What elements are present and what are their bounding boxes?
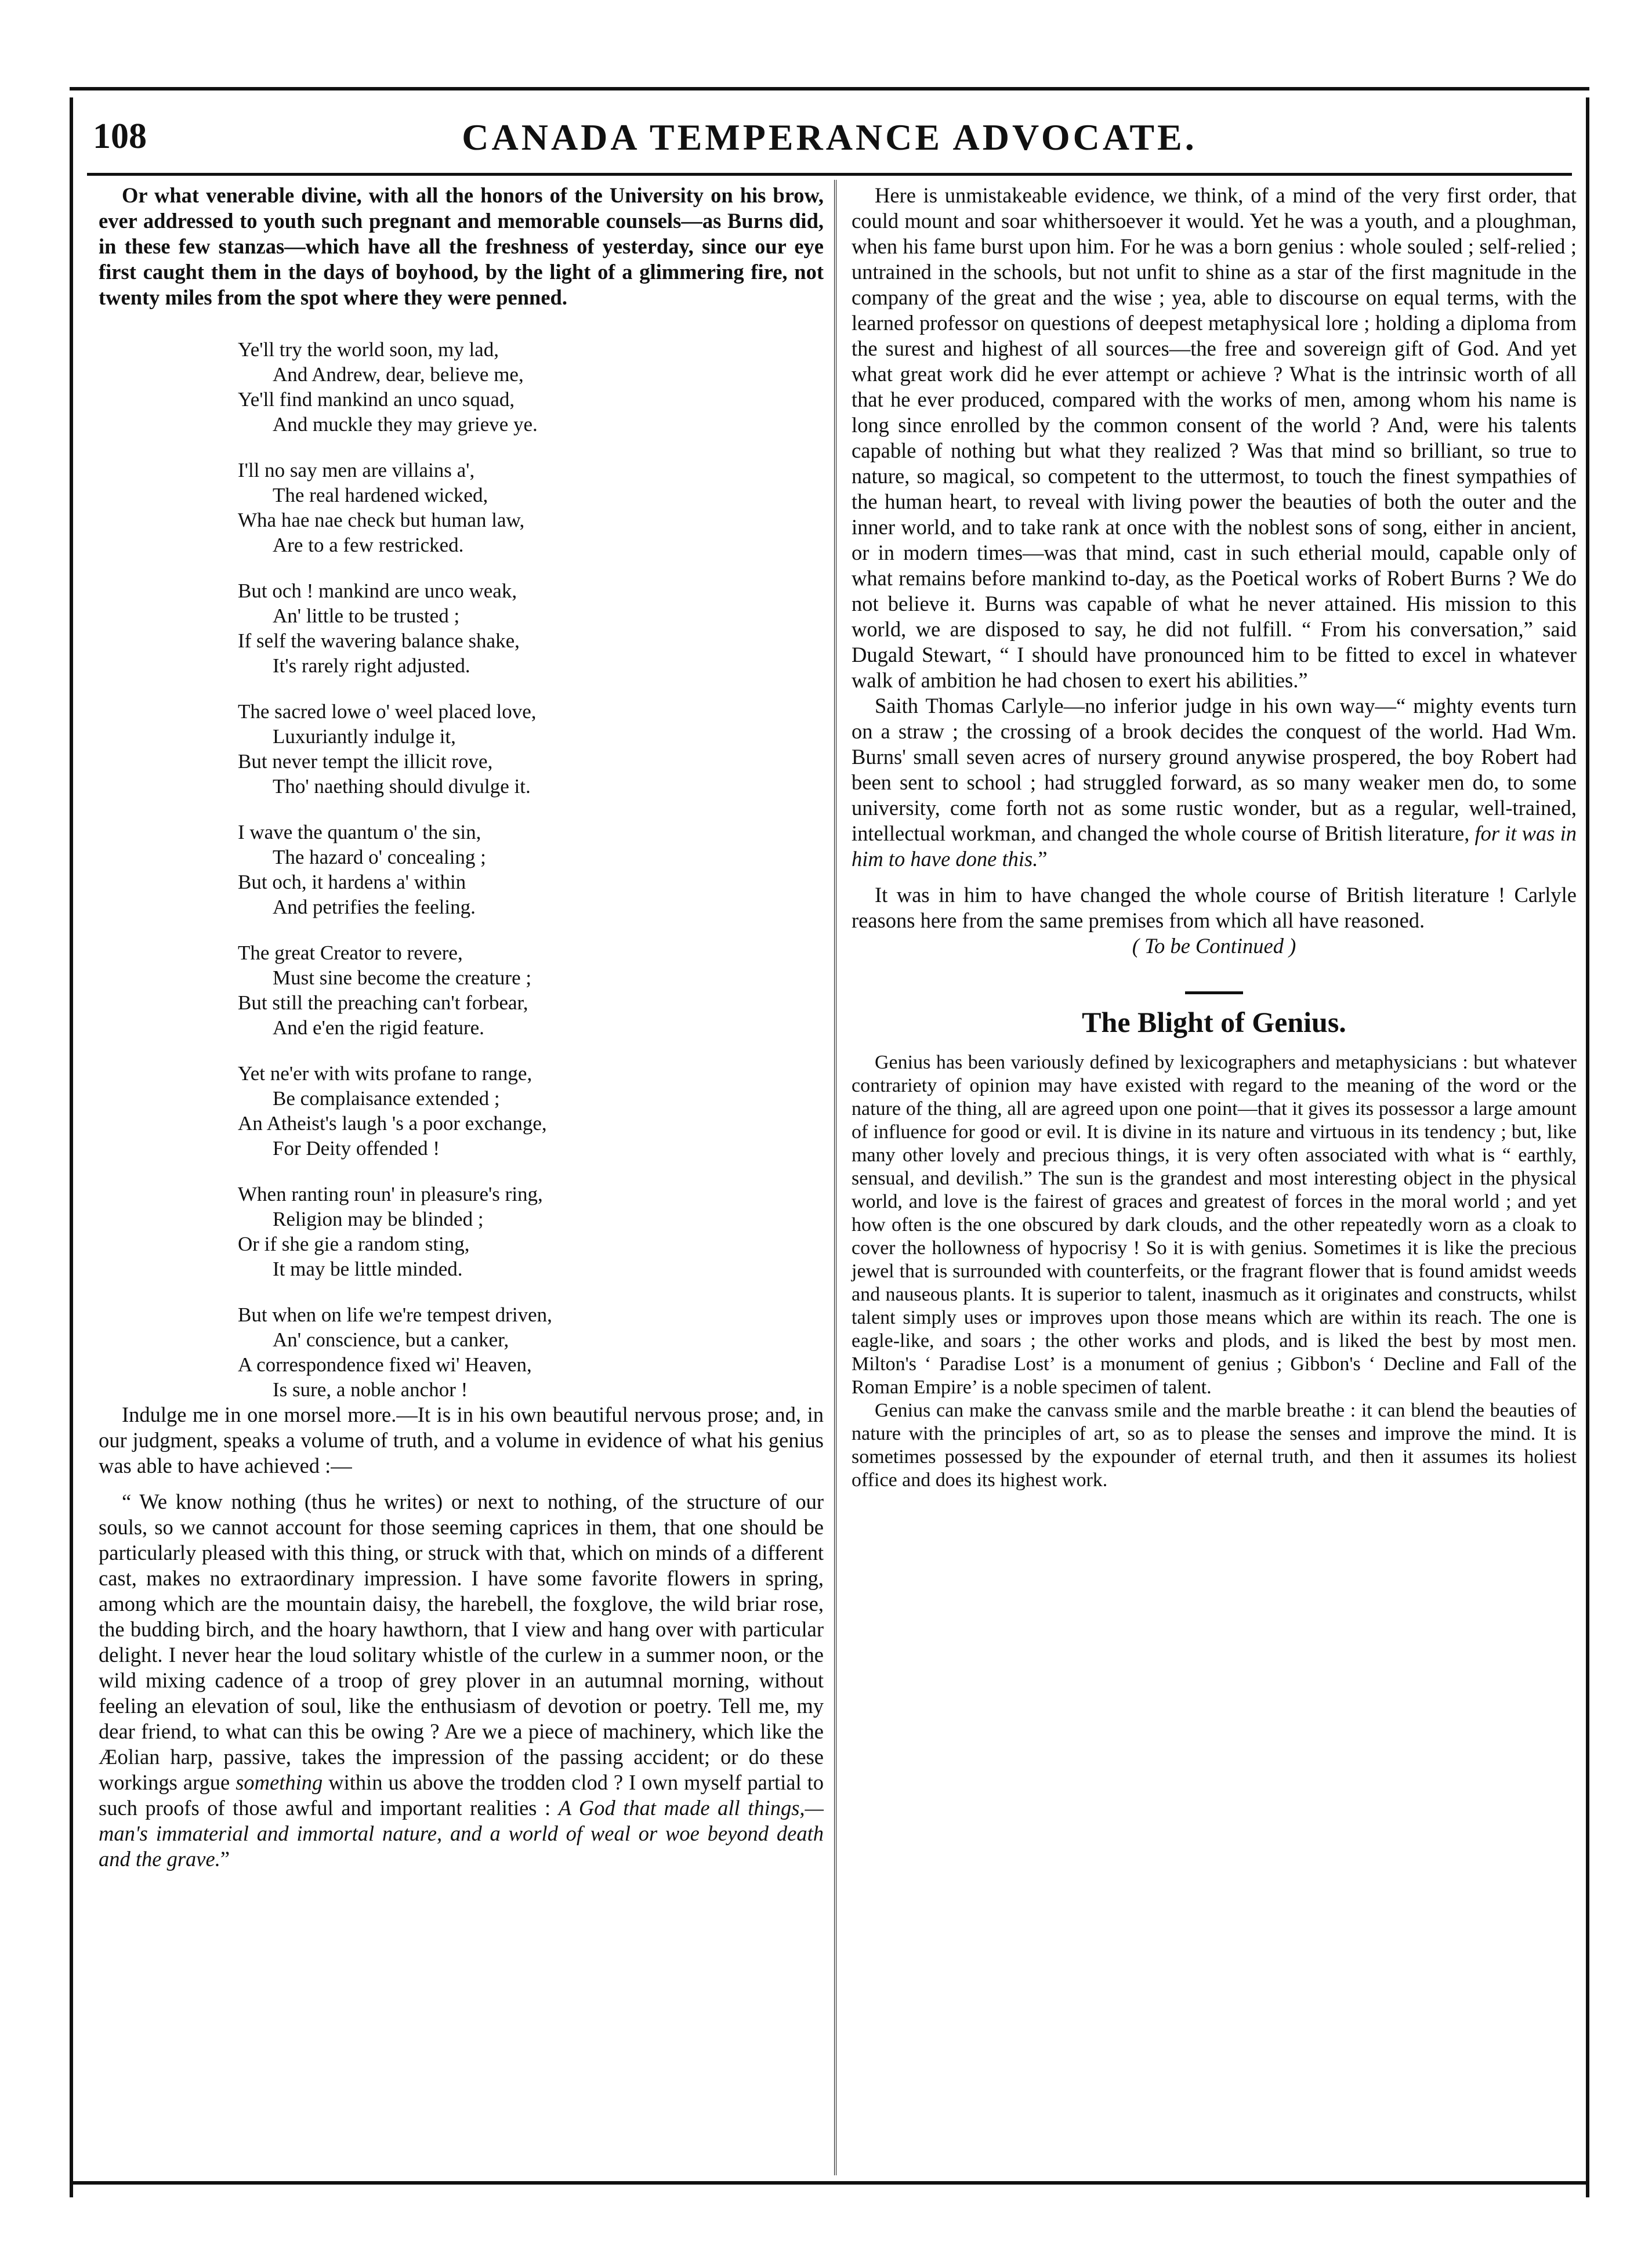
right-column	[852, 183, 1577, 1492]
poem-line: The great Creator to revere,	[238, 941, 463, 964]
page-header	[93, 110, 1566, 168]
poem-line: But och ! mankind are unco weak,	[238, 580, 517, 602]
poem-line: But still the preaching can't forbear,	[238, 991, 528, 1014]
poem-line: I wave the quantum o' the sin,	[238, 821, 481, 843]
poem-line: Ye'll try the world soon, my lad,	[238, 338, 499, 361]
burns-poem	[99, 337, 824, 1402]
poem-line: Are to a few restricked.	[273, 534, 464, 556]
top-border-rule	[70, 87, 1589, 90]
paragraph-genius-canvass: Genius can make the canvass smile and the marble breathe : it can blend the beauties of nature with the principles of art, so as to please the senses and improve the mind. It is sometimes possessed by the expounder of eternal truth, and then it assumes its holiest office and does its highest work.	[852, 1400, 1577, 1491]
to-be-continued: ( To be Continued )	[1132, 934, 1296, 958]
poem-line: But when on life we're tempest driven,	[238, 1303, 552, 1326]
poem-line: Religion may be blinded ;	[273, 1208, 484, 1230]
section-heading: The Blight of Genius.	[1082, 1006, 1346, 1038]
bottom-border-rule	[70, 2181, 1589, 2185]
poem-line: Must sine become the creature ;	[273, 966, 532, 989]
poem-line: Yet ne'er with wits profane to range,	[238, 1062, 532, 1085]
poem-stanza	[238, 578, 824, 678]
poem-line: Or if she gie a random sting,	[238, 1233, 470, 1255]
burns-prose-quote: “ We know nothing (thus he writes) or next to nothing, of the structure of our souls, so we cannot account for those seeming caprices in them, that one should be particularly pleased with this thing, or struck with that, which on minds of a different cast, makes no extraordinary impression. I have some favorite flowers in spring, among which are the mountain daisy, the harebell, the foxglove, the wild briar rose, the budding birch, and the hoary hawthorn, that I view and hang over with particular delight. I never hear the loud solitary whistle of the curlew in a summer noon, or the wild mixing cadence of a troop of grey plover in an autumnal morning, without feeling an elevation of soul, like the enthusiasm of devotion or poetry. Tell me, my dear friend, to what can this be owing ? Are we a piece of machinery, which like the Æolian harp, passive, takes the impression of the passing accident; or do these workings argue something within us above the trodden clod ? I own myself partial to such proofs of those awful and important realities : A God that made all things,—man's immaterial and immortal nature, and a world of weal or woe beyond death and the grave.”	[99, 1490, 824, 1871]
intro-paragraph: Or what venerable divine, with all the honors of the University on his brow, ever addressed to youth such pregnant and memorable counsels—as Burns did, in these few stanzas—which have all the freshness of yesterday, since our eye first caught them in the days of boyhood, by the light of a glimmering fire, not twenty miles from the spot where they were penned.	[99, 183, 824, 309]
poem-line: Be complaisance extended ;	[273, 1087, 500, 1110]
poem-stanza	[238, 940, 824, 1040]
poem-line: An' little to be trusted ;	[273, 604, 460, 627]
poem-line: It's rarely right adjusted.	[273, 654, 470, 677]
column-divider	[834, 180, 836, 2175]
poem-line: The hazard o' concealing ;	[273, 846, 486, 868]
poem-stanza	[238, 1302, 824, 1402]
poem-stanza	[238, 337, 824, 437]
poem-line: An' conscience, but a canker,	[273, 1328, 509, 1351]
page-number: 108	[93, 117, 147, 156]
poem-line: A correspondence fixed wi' Heaven,	[238, 1353, 532, 1376]
header-rule	[87, 173, 1572, 176]
poem-line: If self the wavering balance shake,	[238, 629, 520, 652]
poem-line: Luxuriantly indulge it,	[273, 725, 456, 748]
poem-stanza	[238, 699, 824, 799]
poem-line: Wha hae nae check but human law,	[238, 509, 525, 531]
poem-line: The sacred lowe o' weel placed love,	[238, 700, 537, 723]
poem-stanza	[238, 1182, 824, 1281]
poem-line: And Andrew, dear, believe me,	[273, 363, 524, 386]
poem-line: Tho' naething should divulge it.	[273, 775, 531, 798]
poem-stanza	[238, 1061, 824, 1161]
poem-line: I'll no say men are villains a',	[238, 459, 475, 481]
journal-title: CANADA TEMPERANCE ADVOCATE.	[462, 117, 1197, 158]
poem-line: An Atheist's laugh 's a poor exchange,	[238, 1112, 547, 1135]
poem-line: But never tempt the illicit rove,	[238, 750, 493, 773]
poem-line: For Deity offended !	[273, 1137, 440, 1160]
poem-line: When ranting roun' in pleasure's ring,	[238, 1183, 543, 1205]
poem-line: And e'en the rigid feature.	[273, 1016, 484, 1039]
poem-line: And muckle they may grieve ye.	[273, 413, 538, 436]
poem-line: And petrifies the feeling.	[273, 896, 476, 918]
poem-stanza	[238, 458, 824, 557]
poem-stanza	[238, 820, 824, 919]
paragraph-evidence: Here is unmistakeable evidence, we think, of a mind of the very first order, that could mount and soar whithersoever it would. Yet he was a youth, and a ploughman, when his fame burst upon him. For he was a born genius : whole souled ; self-relied ; untrained in the schools, but not unfit to shine as a star of the first magnitude in the company of the great and the wise ; yea, able to discourse on equal terms, with the learned professor on questions of deepest metaphysical lore ; holding a diploma from the surest and highest of all sources—the free and sovereign gift of God. And yet what great work did he ever attempt or achieve ? What is the intrinsic worth of all that he ever produced, compared with the works of men, among whom his name is long since enrolled by the common consent of the world ? And, were his talents capable of nothing but what they realized ? Was that mind so brilliant, so true to nature, so magical, so competent to the uttermost, to touch the finest sympathies of the human heart, to reveal with living power the beauties of both the outer and the inner world, and to take rank at once with the noblest sons of song, either in ancient, or in modern times—was that mind, cast in such etherial mould, capable only of what remains before mankind to-day, as the Poetical works of Robert Burns ? We do not believe it. Burns was capable of what he never attained. His mission to this world, we are disposed to say, he did not fulfill. “ From his conversation,” said Dugald Stewart, “ I should have pronounced him to be fitted to excel in whatever walk of ambition he had chosen to exert his abilities.”	[852, 183, 1577, 692]
poem-line: The real hardened wicked,	[273, 484, 488, 506]
section-rule	[1185, 991, 1243, 994]
paragraph-carlyle: Saith Thomas Carlyle—no inferior judge in his own way—“ mighty events turn on a straw ; the crossing of a brook decides the conquest of the world. Had Wm. Burns' small seven acres of nursery ground anywise prospered, the boy Robert had been sent to school ; had struggled forward, as so many weaker men do, to some university, come forth not as some rustic wonder, but as a regular, well-trained, intellectual workman, and changed the whole course of British literature, for it was in him to have done this.”	[852, 694, 1577, 871]
paragraph-indulge: Indulge me in one morsel more.—It is in his own beautiful nervous prose; and, in our judgment, speaks a volume of truth, and a volume in evidence of what his genius was able to have achieved :—	[99, 1403, 824, 1477]
poem-line: Ye'll find mankind an unco squad,	[238, 388, 515, 411]
paragraph-genius-defined: Genius has been variously defined by lexicographers and metaphysicians : but whatever contrariety of opinion may have existed with regard to the meaning of the word or the nature of the thing, all are agreed upon one point—that it gives its possessor a large amount of influence for good or evil. It is divine in its nature and virtuous in its tendency ; but, like many other lovely and precious things, it is very often associated with what is “ earthly, sensual, and devilish.” The sun is the grandest and most interesting object in the physical world, and love is the fairest of graces and greatest of forces in the moral world ; and yet how often is the one obscured by dark clouds, and the other repeatedly worn as a cloak to cover the hollowness of hypocrisy ! So it is with genius. Sometimes it is like the precious jewel that is surrounded with counterfeits, or the fragrant flower that is found amidst weeds and nauseous plants. It is superior to talent, inasmuch as it originates and constructs, whilst talent simply uses or improves upon those means which are within its reach. The one is eagle-like, and soars ; the other works and plods, and is liked the best by most men. Milton's ‘ Paradise Lost’ is a monument of genius ; Gibbon's ‘ Decline and Fall of the Roman Empire’ is a noble specimen of talent.	[852, 1052, 1577, 1398]
paragraph-british-literature: It was in him to have changed the whole course of British literature ! Carlyle reasons here from the same premises from which all have reasoned.	[852, 883, 1577, 932]
left-column	[99, 183, 824, 1872]
poem-line: Is sure, a noble anchor !	[273, 1378, 468, 1401]
poem-line: But och, it hardens a' within	[238, 871, 466, 893]
poem-line: It may be little minded.	[273, 1258, 463, 1280]
